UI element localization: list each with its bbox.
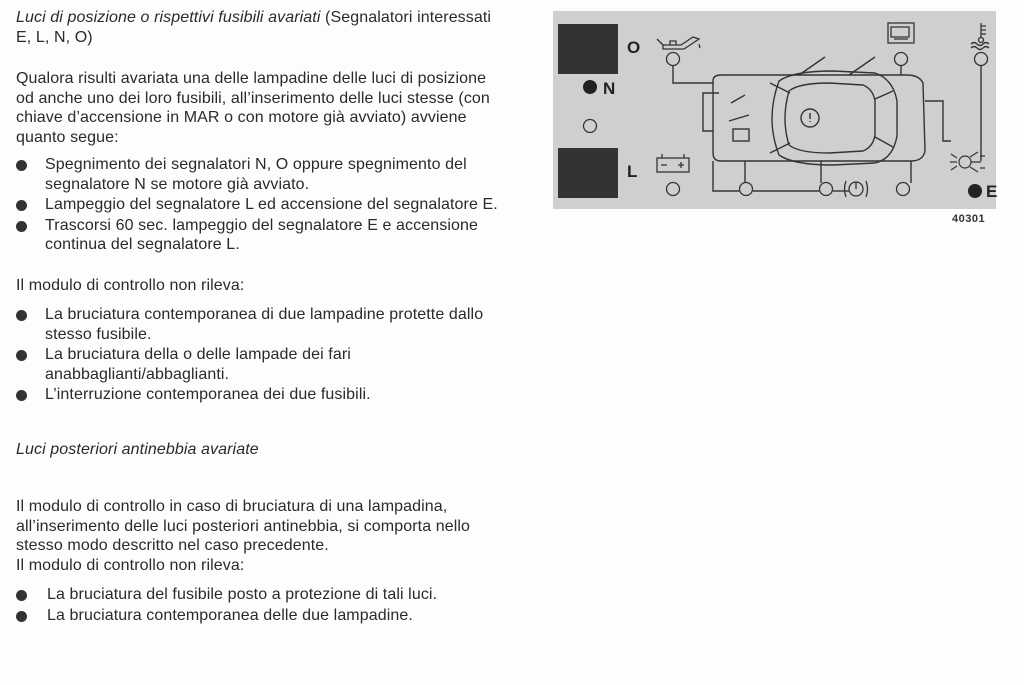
section1-bullets: [16, 155, 506, 255]
indicator-l-square: [558, 148, 618, 198]
list-item-text: Trascorsi 60 sec. lampeggio del segnalatore E e accensione continua del segnalatore L.: [45, 216, 479, 253]
indicator-o-square: [558, 24, 618, 74]
list-item: [16, 606, 506, 626]
list-item-text: La bruciatura contemporanea di due lampadine protette dallo stesso fusibile.: [45, 306, 484, 343]
list-item-text: La bruciatura della o delle lampade dei fari anabbaglianti/abbaglianti.: [45, 346, 351, 383]
bullet-dot: [16, 221, 27, 232]
indicator-n-dot: [583, 80, 597, 94]
section1-paragraph: Qualora risulti avariata una delle lampadine delle luci di posizione od anche uno dei loro fusibili, all’inserimento delle luci stesse (con chiave d’accensione in MAR o con motore già avviato) avviene quanto segue:: [16, 70, 490, 146]
label-e: E: [986, 182, 998, 201]
diagram-background: [553, 11, 996, 209]
section2-not-detected-intro: Il modulo di controllo non rileva:: [16, 556, 245, 574]
warning-panel-diagram: [553, 11, 996, 209]
label-n: N: [603, 79, 616, 98]
section2-not-detected-list: [16, 585, 506, 625]
section1-title-normal: (Segnalatori interessati E, L, N, O): [16, 9, 492, 46]
list-item-text: Lampeggio del segnalatore L ed accensione del segnalatore E.: [45, 196, 498, 213]
bullet-dot: [16, 200, 27, 211]
bullet-dot: [16, 310, 27, 321]
section1-not-detected-list: [16, 305, 506, 405]
figure-number: 40301: [952, 213, 986, 225]
indicator-e-dot: [968, 184, 982, 198]
list-item-text: Spegnimento dei segnalatori N, O oppure spegnimento del segnalatore N se motore già avviato.: [45, 156, 467, 193]
text-column: [16, 8, 506, 626]
bullet-dot: [16, 350, 27, 361]
list-item: [16, 345, 506, 384]
section1-title: [16, 8, 506, 47]
list-item-text: L’interruzione contemporanea dei due fusibili.: [45, 386, 371, 403]
bullet-dot: [16, 611, 27, 622]
label-o: O: [627, 38, 641, 57]
section1-title-italic: Luci di posizione o rispettivi fusibili avariati: [16, 9, 321, 26]
section1-not-detected-intro: Il modulo di controllo non rileva:: [16, 276, 245, 294]
section2-title: Luci posteriori antinebbia avariate: [16, 440, 259, 458]
list-item: [16, 195, 506, 215]
list-item-text: La bruciatura contemporanea delle due lampadine.: [47, 606, 413, 624]
bullet-dot: [16, 390, 27, 401]
list-item: [16, 385, 506, 405]
bullet-dot: [16, 590, 27, 601]
list-item: [16, 585, 506, 605]
list-item: [16, 155, 506, 194]
list-item-text: La bruciatura del fusibile posto a protezione di tali luci.: [47, 586, 438, 603]
section2-paragraph: Il modulo di controllo in caso di bruciatura di una lampadina, all’inserimento delle luci posteriori antinebbia, si comporta nello stesso modo descritto nel caso precedente.: [16, 498, 471, 554]
label-l: L: [627, 162, 638, 181]
bullet-dot: [16, 160, 27, 171]
list-item: [16, 305, 506, 344]
list-item: [16, 216, 506, 255]
